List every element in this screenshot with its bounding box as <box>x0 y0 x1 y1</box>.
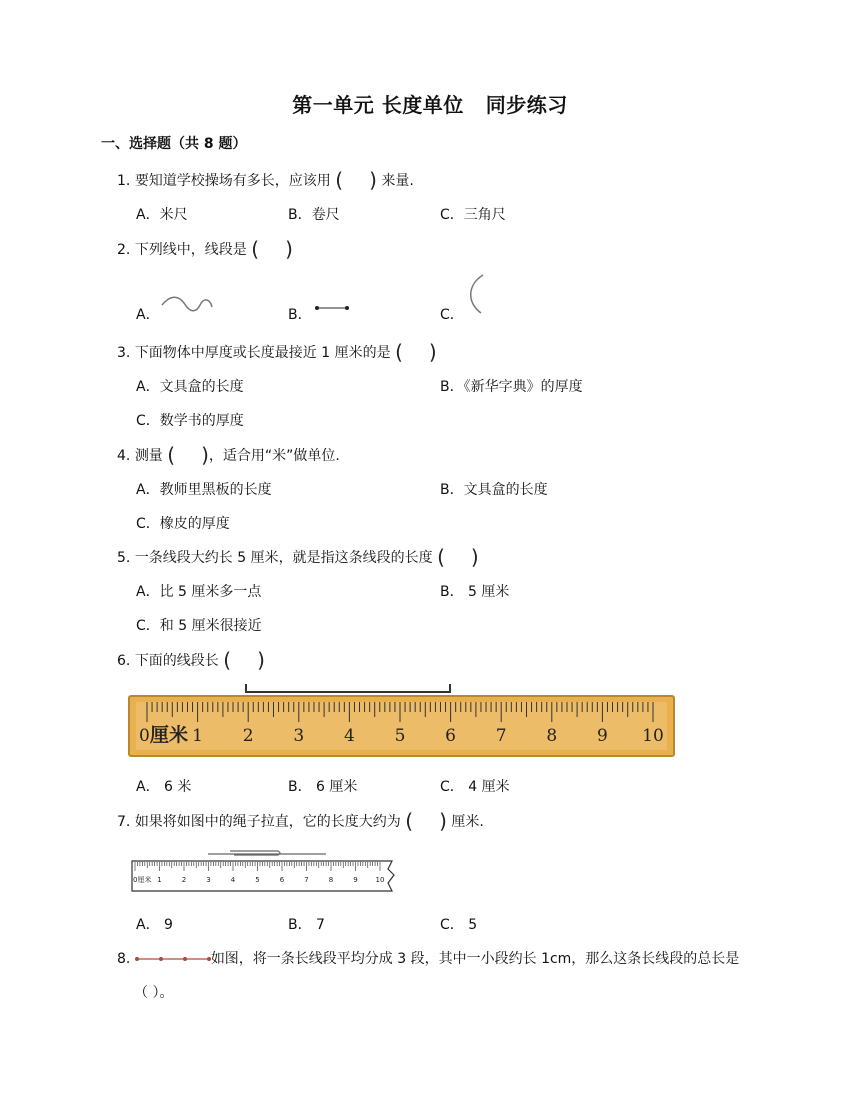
title-part1: 第一单元 长度单位 <box>292 93 464 117</box>
ruler-number: 6 <box>279 876 285 884</box>
answer-blank[interactable]: ( ) <box>405 809 447 833</box>
question-text-end: 厘米. <box>451 814 484 830</box>
title-part2: 同步练习 <box>485 93 568 117</box>
wavy-curve-figure <box>160 293 215 318</box>
q4-option-b[interactable]: B．文具盒的长度 <box>440 482 548 498</box>
question-text-end: 来量. <box>381 173 414 189</box>
question-8 <box>117 948 739 968</box>
question-8-blank[interactable]: （ ）。 <box>134 985 174 1001</box>
question-text: 下面的线段长 <box>134 653 219 669</box>
question-7 <box>117 811 484 831</box>
ruler-number: 10 <box>642 726 664 746</box>
answer-blank[interactable]: ( ) <box>437 545 479 569</box>
question-number: 5. <box>117 550 131 566</box>
ruler-number: 9 <box>353 876 358 884</box>
q6-option-a[interactable]: A． 6 米 <box>136 779 192 795</box>
ruler-number: 4 <box>343 726 355 746</box>
page-title <box>0 89 860 118</box>
answer-blank[interactable]: ( ) <box>395 340 437 364</box>
question-text: 一条线段大约长 5 厘米，就是指这条线段的长度 <box>134 550 433 566</box>
question-text: 测量 <box>134 448 163 464</box>
q7-option-b[interactable]: B． 7 <box>288 917 325 933</box>
ruler-number: 8 <box>328 876 334 884</box>
ruler-number: 6 <box>445 726 457 746</box>
q1-option-b[interactable]: B．卷尺 <box>288 207 340 223</box>
ruler-number: 2 <box>242 726 254 746</box>
ruler-zero-unit-label: 0厘米 <box>133 876 152 884</box>
section-heading: 一、选择题（共 8 题） <box>101 136 247 152</box>
ruler-figure-q6 <box>128 680 676 760</box>
ruler-number: 1 <box>157 876 162 884</box>
q1-option-a[interactable]: A．米尺 <box>136 207 188 223</box>
q1-option-c[interactable]: C．三角尺 <box>440 207 506 223</box>
ruler-number: 7 <box>304 876 309 884</box>
question-number: 2. <box>117 242 131 258</box>
q5-option-a[interactable]: A．比 5 厘米多一点 <box>136 584 262 600</box>
ruler-number: 7 <box>495 726 507 746</box>
q5-option-b[interactable]: B． 5 厘米 <box>440 584 510 600</box>
ruler-number: 9 <box>596 726 608 746</box>
question-number: 7. <box>117 814 131 830</box>
q4-option-a[interactable]: A．教师里黑板的长度 <box>136 482 272 498</box>
q5-option-c[interactable]: C．和 5 厘米很接近 <box>136 618 262 634</box>
q7-option-c[interactable]: C． 5 <box>440 917 478 933</box>
q6-option-c[interactable]: C． 4 厘米 <box>440 779 510 795</box>
answer-blank[interactable]: ( ) <box>335 168 377 192</box>
measured-segment-bracket <box>246 684 450 692</box>
q4-option-c[interactable]: C．橡皮的厚度 <box>136 516 230 532</box>
question-3 <box>117 342 437 362</box>
question-6 <box>117 650 265 670</box>
q7-option-a[interactable]: A． 9 <box>136 917 173 933</box>
ruler-number: 10 <box>375 876 385 884</box>
question-text: 如图，将一条长线段平均分成 3 段，其中一小段约长 1cm，那么这条长线段的总长是 <box>210 951 740 967</box>
q3-option-c[interactable]: C．数学书的厚度 <box>136 413 244 429</box>
question-2 <box>117 239 293 259</box>
segment-figure <box>312 304 352 314</box>
ruler-number: 0 <box>139 726 150 746</box>
question-number: 8. <box>117 951 131 967</box>
question-text: 下面物体中厚度或长度最接近 1 厘米的是 <box>134 345 391 361</box>
question-text: 要知道学校操场有多长，应该用 <box>134 173 331 189</box>
question-number: 3. <box>117 345 131 361</box>
question-text: 下列线中，线段是 <box>134 242 247 258</box>
ruler-number: 3 <box>293 726 305 746</box>
answer-blank[interactable]: ( ) <box>223 648 265 672</box>
arc-figure <box>465 273 490 318</box>
q2-option-a[interactable]: A． <box>136 307 160 323</box>
question-text: 如果将如图中的绳子拉直，它的长度大约为 <box>134 814 401 830</box>
q6-option-b[interactable]: B． 6 厘米 <box>288 779 358 795</box>
ruler-number: 8 <box>546 726 558 746</box>
answer-blank[interactable]: ( ) <box>167 443 209 467</box>
question-number: 1. <box>117 173 131 189</box>
answer-blank[interactable]: ( ) <box>251 237 293 261</box>
ruler-number: 4 <box>230 876 236 884</box>
rope <box>208 851 326 855</box>
q2-option-b[interactable]: B． <box>288 307 312 323</box>
ruler-number: 3 <box>206 876 211 884</box>
question-number: 6. <box>117 653 131 669</box>
question-4 <box>117 445 340 465</box>
q3-option-a[interactable]: A．文具盒的长度 <box>136 379 244 395</box>
question-text-end: ，适合用“米”做单位. <box>208 448 340 464</box>
ruler-number: 5 <box>394 726 406 746</box>
question-1 <box>117 170 414 190</box>
ruler-number: 5 <box>255 876 260 884</box>
ruler-number: 1 <box>192 726 204 746</box>
ruler-number: 2 <box>181 876 187 884</box>
question-number: 4. <box>117 448 131 464</box>
q2-option-c[interactable]: C． <box>440 307 464 323</box>
ruler-unit-label: 厘米 <box>150 724 189 746</box>
divided-segment-figure <box>135 954 211 964</box>
q3-option-b[interactable]: B．《新华字典》的厚度 <box>440 379 583 395</box>
question-5 <box>117 547 479 567</box>
ruler-with-rope-figure-q7 <box>130 845 402 895</box>
